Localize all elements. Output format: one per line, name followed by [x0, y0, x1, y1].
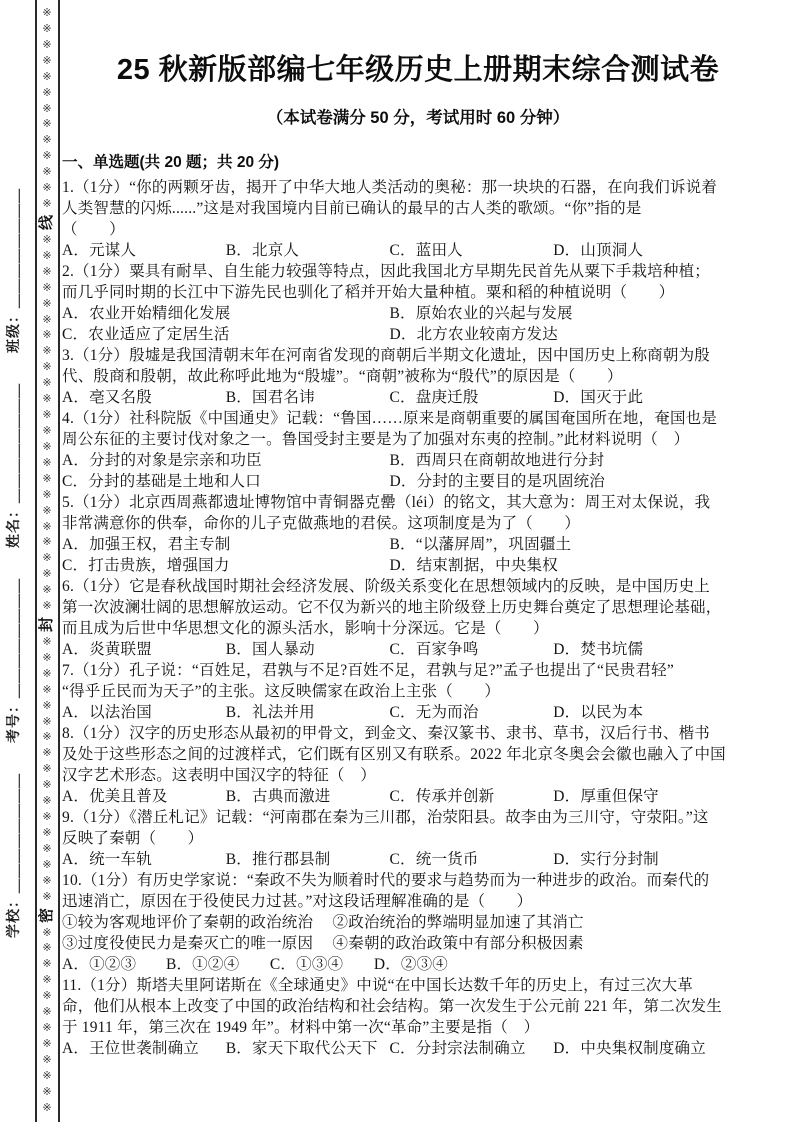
seal-mark: ※ [42, 393, 52, 406]
option: A．①②③ [62, 956, 137, 973]
seal-mark: ※ [42, 281, 52, 294]
question-stem-line: 代、殷商和殷朝，故此称呼此地为“殷墟”。“商朝”被称为“殷代”的原因是（ ） [62, 368, 623, 385]
option: C．统一货币 [389, 851, 479, 868]
question-stem-line: 8.（1分）汉字的历史形态从最初的甲骨文，到金文、秦汉篆书、隶书、草书，汉后行书、楷书 [62, 725, 710, 742]
option: D．实行分封制 [553, 851, 659, 868]
question-stem-line: 第一次波澜壮阔的思想解放运动。它不仅为新兴的地主阶级登上历史舞台奠定了思想理论基础， [62, 599, 722, 616]
seal-mark: ※ [42, 858, 52, 871]
question-stem-line: （ ） [62, 221, 125, 238]
seal-mark: ※ [42, 520, 52, 533]
seal-mark: ※ [42, 38, 52, 51]
question [62, 723, 774, 807]
seal-mark: ※ [42, 811, 52, 824]
seal-mark: ※ [42, 958, 52, 971]
seal-mark: ※ [42, 134, 52, 147]
seal-mark: ※ [42, 345, 52, 358]
seal-mark: ※ [42, 584, 52, 597]
option-row [62, 324, 774, 345]
option: A．亳又名殷 [62, 389, 152, 406]
question-stem-line: 5.（1分）北京西周燕都遗址博物馆中青铜器克罍（léi）的铭文，其大意为：周王对太保说，我 [62, 494, 711, 511]
seal-mark: ※ [42, 1053, 52, 1066]
option: C．①③④ [269, 956, 344, 973]
option-row [62, 702, 774, 723]
seal-mark: ※ [42, 424, 52, 437]
option: D．山顶洞人 [553, 242, 644, 259]
seal-mark: ※ [42, 974, 52, 987]
seal-mark: ※ [42, 890, 52, 903]
seal-mark: ※ [42, 86, 52, 99]
seal-border-right [58, 0, 60, 1122]
option: A．加强王权，君主专制 [62, 536, 231, 553]
option: D．②③④ [373, 956, 449, 973]
option: B．北京人 [225, 242, 300, 259]
seal-mark: ※ [42, 265, 52, 278]
seal-mark: ※ [42, 651, 52, 664]
option-row [62, 450, 774, 471]
question [62, 975, 774, 1059]
option: A．王位世袭制确立 [62, 1040, 199, 1057]
seal-char: 线 [38, 214, 56, 230]
question-stem-line: 11.（1分）斯塔夫里阿诺斯在《全球通史》中说“在中国长达数千年的历史上，有过三次大革 [62, 977, 694, 994]
seal-mark: ※ [42, 874, 52, 887]
seal-mark: ※ [42, 166, 52, 179]
seal-mark: ※ [42, 472, 52, 485]
seal-mark: ※ [42, 536, 52, 549]
question-stem-line: 于 1911 年，第三次在 1949 年”。材料中第一次“革命”主要是指（ ） [62, 1019, 540, 1036]
seal-mark: ※ [42, 150, 52, 163]
option: C．盘庚迁殷 [389, 389, 479, 406]
option-row [62, 954, 774, 975]
question-stem-line: 非常满意你的供奉，命你的儿子克做燕地的君侯。这项制度是为了（ ） [62, 515, 581, 532]
question-stem-line: 人类智慧的闪烁......”这是对我国境内目前已确认的最早的古人类的歌颂。“你”指的是 [62, 200, 642, 217]
question-stem-line: 周公东征的主要讨伐对象之一。鲁国受封主要是为了加强对东夷的控制。”此材料说明（ ） [62, 431, 690, 448]
option: D．北方农业较南方发达 [389, 326, 558, 343]
seal-mark: ※ [42, 409, 52, 422]
option: B．国君名讳 [225, 389, 315, 406]
seal-mark: ※ [42, 249, 52, 262]
question [62, 807, 774, 870]
section-heading: 一、单选题(共 20 题；共 20 分) [62, 154, 280, 171]
option: B．礼法并用 [225, 704, 315, 721]
paper-subtitle: （本试卷满分 50 分，考试用时 60 分钟） [266, 109, 570, 127]
paper-content [62, 0, 774, 1059]
seal-mark: ※ [42, 683, 52, 696]
option: B．原始农业的兴起与发展 [389, 305, 573, 322]
option-row [62, 639, 774, 660]
option: C．分封的基础是土地和人口 [62, 473, 261, 490]
seal-mark: ※ [42, 715, 52, 728]
option: C．分封宗法制确立 [389, 1040, 526, 1057]
seal-mark: ※ [42, 699, 52, 712]
option: B．西周只在商朝故地进行分封 [389, 452, 605, 469]
seal-mark: ※ [42, 297, 52, 310]
question [62, 576, 774, 660]
seal-mark: ※ [42, 763, 52, 776]
option: D．厚重但保守 [553, 788, 659, 805]
option: B．家天下取代公天下 [225, 1040, 378, 1057]
option: D．分封的主要目的是巩固统治 [389, 473, 606, 490]
seal-mark: ※ [42, 329, 52, 342]
option-row [62, 555, 774, 576]
option: ①较为客观地评价了秦朝的政治统治 [62, 914, 314, 931]
option: C．打击贵族，增强国力 [62, 557, 230, 574]
seal-mark: ※ [42, 440, 52, 453]
question-stem-line: 7.（1分）孔子说：“百姓足，君孰与不足?百姓不足，君孰与足?”孟子也提出了“民贵君轻” [62, 662, 674, 679]
seal-line-column [37, 8, 57, 1114]
question-stem-line: 反映了秦朝（ ） [62, 830, 204, 847]
seal-mark: ※ [42, 779, 52, 792]
seal-mark: ※ [42, 1085, 52, 1098]
option: ②政治统治的弊端明显加速了其消亡 [332, 914, 584, 931]
seal-mark: ※ [42, 456, 52, 469]
option-row [62, 912, 774, 933]
option: C．百家争鸣 [389, 641, 479, 658]
option: B．古典而激进 [225, 788, 331, 805]
option: C．传承并创新 [389, 788, 495, 805]
seal-mark: ※ [42, 842, 52, 855]
question-stem-line: 1.（1分）“你的两颗牙齿，揭开了中华大地人类活动的奥秘：那一块块的石器，在向我们诉说着 [62, 179, 718, 196]
seal-char: 封 [38, 617, 56, 633]
question-stem-line: 汉字艺术形态。这表明中国汉字的特征（ ） [62, 767, 377, 784]
option-row [62, 303, 774, 324]
seal-mark: ※ [42, 942, 52, 955]
option-row [62, 1038, 774, 1059]
seal-mark: ※ [42, 731, 52, 744]
option: D．结束割据，中央集权 [389, 557, 558, 574]
question-stem-line: “得乎丘民而为天子”的主张。这反映儒家在政治上主张（ ） [62, 683, 501, 700]
seal-mark: ※ [42, 827, 52, 840]
question [62, 261, 774, 345]
question [62, 177, 774, 261]
option: ④秦朝的政治政策中有部分积极因素 [332, 935, 584, 952]
seal-mark: ※ [42, 990, 52, 1003]
seal-mark: ※ [42, 1069, 52, 1082]
seal-mark: ※ [42, 182, 52, 195]
seal-mark: ※ [42, 1101, 52, 1114]
seal-mark: ※ [42, 1038, 52, 1050]
option: A．农业开始精细化发展 [62, 305, 231, 322]
option: D．以民为本 [553, 704, 644, 721]
seal-mark: ※ [42, 552, 52, 565]
question-list [62, 177, 774, 1059]
seal-mark: ※ [42, 488, 52, 501]
option-row [62, 387, 774, 408]
question-stem-line: 迅速消亡，原因在于役使民力过甚。”对这段话理解准确的是（ ） [62, 893, 533, 910]
seal-mark: ※ [42, 568, 52, 581]
option-row [62, 534, 774, 555]
option-row [62, 471, 774, 492]
question-stem-line: 命，他们从根本上改变了中国的政治结构和社会结构。第一次发生于公元前 221 年，第二次发生 [62, 998, 723, 1015]
seal-mark: ※ [42, 1006, 52, 1019]
option: D．中央集权制度确立 [553, 1040, 706, 1057]
question-stem-line: 10.（1分）有历史学家说：“秦政不失为顺着时代的要求与趋势而为一种进步的政治。而秦代的 [62, 872, 710, 889]
question [62, 345, 774, 408]
option: D．国灭于此 [553, 389, 644, 406]
option-row [62, 849, 774, 870]
option: A．以法治国 [62, 704, 152, 721]
question [62, 870, 774, 975]
option: C．无为而治 [389, 704, 479, 721]
seal-mark: ※ [42, 233, 52, 246]
seal-mark: ※ [42, 504, 52, 517]
seal-mark: ※ [42, 1022, 52, 1035]
question-stem-line: 4.（1分）社科院版《中国通史》记载：“鲁国……原来是商朝重要的属国奄国所在地，奄国也是 [62, 410, 718, 427]
seal-mark: ※ [42, 22, 52, 35]
question [62, 408, 774, 492]
option: A．优美且普及 [62, 788, 168, 805]
question-stem-line: 2.（1分）粟具有耐旱、自生能力较强等特点，因此我国北方早期先民首先从粟下手栽培种植； [62, 263, 710, 280]
question [62, 660, 774, 723]
question-stem-line: 而几乎同时期的长江中下游先民也驯化了稻并开始大量种植。粟和稻的种植说明（ ） [62, 284, 675, 301]
seal-mark: ※ [42, 747, 52, 760]
seal-mark: ※ [42, 667, 52, 680]
seal-mark: ※ [42, 600, 52, 613]
option: A．元谋人 [62, 242, 137, 259]
option: A．统一车轨 [62, 851, 152, 868]
option: B．国人暴动 [225, 641, 315, 658]
seal-mark: ※ [42, 361, 52, 374]
option: B．“以藩屏周”，巩固疆土 [389, 536, 572, 553]
seal-mark: ※ [42, 70, 52, 83]
seal-mark: ※ [42, 313, 52, 326]
seal-mark: ※ [42, 198, 52, 211]
option: B．①②④ [165, 956, 240, 973]
seal-mark: ※ [42, 635, 52, 648]
seal-mark: ※ [42, 926, 52, 939]
question-stem-line: 6.（1分）它是春秋战国时期社会经济发展、阶级关系变化在思想领域内的反映，是中国历史上 [62, 578, 710, 595]
option: A．炎黄联盟 [62, 641, 152, 658]
question-stem-line: 而且成为后世中华思想文化的源头活水，影响十分深远。它是（ ） [62, 620, 549, 637]
seal-mark: ※ [42, 7, 52, 19]
seal-char: 密 [38, 907, 56, 923]
seal-mark: ※ [42, 795, 52, 808]
option: B．推行郡县制 [225, 851, 331, 868]
option-row [62, 786, 774, 807]
question-stem-line: 及处于这些形态之间的过渡样式，它们既有区别又有联系。2022 年北京冬奥会会徽也融入了中国 [62, 746, 726, 763]
option: C．蓝田人 [389, 242, 463, 259]
option-row [62, 240, 774, 261]
student-info-labels: 学校：＿＿＿＿＿＿＿＿ 考号：＿＿＿＿＿＿＿＿ 姓名：＿＿＿＿＿＿＿＿ 班级：＿＿＿＿＿＿＿＿ [5, 188, 21, 938]
option: ③过度役使民力是秦灭亡的唯一原因 [62, 935, 314, 952]
seal-mark: ※ [42, 102, 52, 115]
seal-mark: ※ [42, 118, 52, 131]
question-stem-line: 3.（1分）殷墟是我国清朝末年在河南省发现的商朝后半期文化遗址，因中国历史上称商朝为殷 [62, 347, 710, 364]
option-row [62, 933, 774, 954]
question [62, 492, 774, 576]
question-stem-line: 9.（1分）《潜丘札记》记载：“河南郡在秦为三川郡，治荥阳县。故李由为三川守，守荥阳。”这 [62, 809, 709, 826]
option: D．焚书坑儒 [553, 641, 644, 658]
seal-mark: ※ [42, 54, 52, 67]
option: A．分封的对象是宗亲和功臣 [62, 452, 262, 469]
option: C．农业适应了定居生活 [62, 326, 230, 343]
seal-mark: ※ [42, 377, 52, 390]
paper-title: 25 秋新版部编七年级历史上册期末综合测试卷 [116, 54, 720, 86]
